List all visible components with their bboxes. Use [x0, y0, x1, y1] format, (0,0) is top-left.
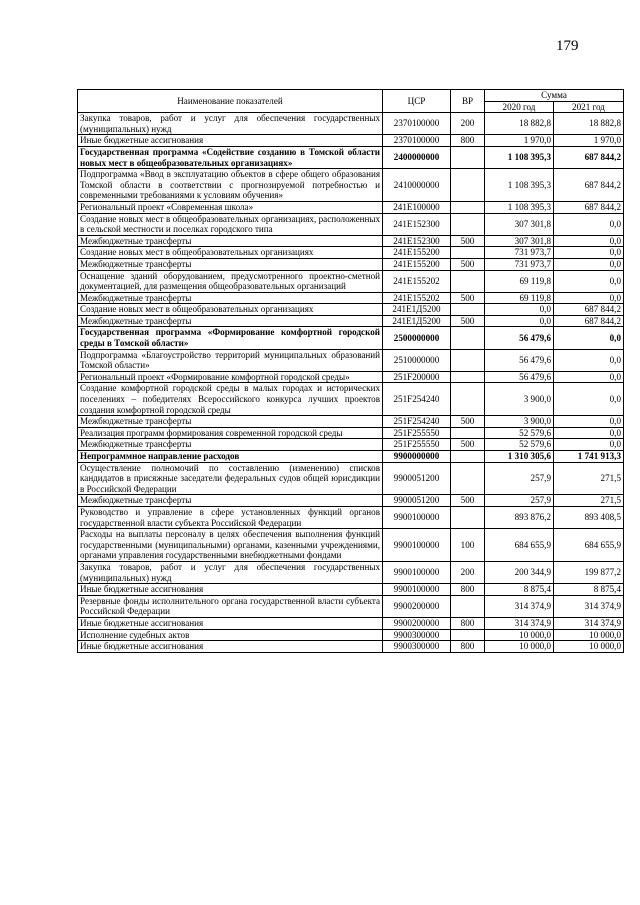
row-csr-cell: 251F254240	[383, 383, 451, 416]
row-csr-cell: 9900200000	[383, 617, 451, 629]
row-vr-cell: 500	[451, 439, 485, 451]
row-csr-cell: 9900100000	[383, 506, 451, 528]
table-row	[78, 270, 624, 292]
header-sum: Сумма	[485, 90, 624, 102]
table-row	[78, 529, 624, 562]
table-row	[78, 462, 624, 495]
row-2020-cell: 10 000,0	[485, 641, 554, 653]
row-2020-cell: 56 479,6	[485, 327, 554, 349]
row-name-cell: Межбюджетные трансферты	[78, 495, 383, 507]
row-name-cell: Создание новых мест в общеобразовательных организациях	[78, 304, 383, 316]
row-name-cell: Иные бюджетные ассигнования	[78, 584, 383, 596]
row-vr-cell: 800	[451, 617, 485, 629]
row-csr-cell: 9900000000	[383, 451, 451, 463]
row-name-cell: Закупка товаров, работ и услуг для обеспечения государственных (муниципальных) нужд	[78, 113, 383, 135]
row-vr-cell: 500	[451, 235, 485, 247]
row-2021-cell: 0,0	[554, 327, 624, 349]
row-csr-cell: 9900300000	[383, 641, 451, 653]
table-row	[78, 135, 624, 147]
row-csr-cell: 9900051200	[383, 495, 451, 507]
row-2021-cell: 1 970,0	[554, 135, 624, 147]
table-row	[78, 235, 624, 247]
row-csr-cell: 2370100000	[383, 113, 451, 135]
table-row	[78, 258, 624, 270]
row-2020-cell: 1 108 395,3	[485, 146, 554, 168]
row-vr-cell: 800	[451, 641, 485, 653]
row-csr-cell: 2400000000	[383, 146, 451, 168]
row-2020-cell: 8 875,4	[485, 584, 554, 596]
table-body	[78, 113, 624, 653]
row-name-cell: Создание новых мест в общеобразовательных организациях, расположенных в сельской местности и поселках городского типа	[78, 213, 383, 235]
row-vr-cell: 500	[451, 416, 485, 428]
row-2021-cell: 687 844,2	[554, 169, 624, 202]
row-2021-cell: 893 408,5	[554, 506, 624, 528]
row-2020-cell: 56 479,6	[485, 349, 554, 371]
row-2021-cell: 684 655,9	[554, 529, 624, 562]
row-vr-cell: 500	[451, 495, 485, 507]
table-row	[78, 349, 624, 371]
row-vr-cell	[451, 383, 485, 416]
row-name-cell: Иные бюджетные ассигнования	[78, 135, 383, 147]
row-2020-cell: 52 579,6	[485, 427, 554, 439]
row-csr-cell: 251F254240	[383, 416, 451, 428]
row-csr-cell: 9900100000	[383, 529, 451, 562]
row-vr-cell: 200	[451, 561, 485, 583]
row-vr-cell	[451, 270, 485, 292]
row-vr-cell	[451, 506, 485, 528]
row-2020-cell: 314 374,9	[485, 595, 554, 617]
row-csr-cell: 251F200000	[383, 371, 451, 383]
row-2020-cell: 69 119,8	[485, 270, 554, 292]
row-csr-cell: 9900100000	[383, 584, 451, 596]
row-vr-cell: 500	[451, 315, 485, 327]
table-row	[78, 439, 624, 451]
row-2021-cell: 0,0	[554, 270, 624, 292]
row-name-cell: Иные бюджетные ассигнования	[78, 617, 383, 629]
row-name-cell: Резервные фонды исполнительного органа государственной власти субъекта Российской Федерации	[78, 595, 383, 617]
row-name-cell: Межбюджетные трансферты	[78, 439, 383, 451]
row-csr-cell: 241E1Д5200	[383, 315, 451, 327]
row-csr-cell: 2370100000	[383, 135, 451, 147]
table-row	[78, 427, 624, 439]
row-vr-cell	[451, 371, 485, 383]
row-name-cell: Создание новых мест в общеобразовательных организациях	[78, 247, 383, 259]
row-2020-cell: 257,9	[485, 495, 554, 507]
table-row	[78, 213, 624, 235]
row-name-cell: Межбюджетные трансферты	[78, 292, 383, 304]
row-2021-cell: 0,0	[554, 371, 624, 383]
row-vr-cell	[451, 595, 485, 617]
row-name-cell: Закупка товаров, работ и услуг для обеспечения государственных (муниципальных) нужд	[78, 561, 383, 583]
row-2020-cell: 307 301,8	[485, 213, 554, 235]
row-2020-cell: 10 000,0	[485, 629, 554, 641]
row-name-cell: Региональный проект «Формирование комфортной городской среды»	[78, 371, 383, 383]
row-vr-cell	[451, 327, 485, 349]
row-2020-cell: 3 900,0	[485, 383, 554, 416]
table-row	[78, 506, 624, 528]
row-2021-cell: 0,0	[554, 213, 624, 235]
row-vr-cell: 100	[451, 529, 485, 562]
table-row	[78, 327, 624, 349]
row-name-cell: Иные бюджетные ассигнования	[78, 641, 383, 653]
table-row	[78, 169, 624, 202]
header-year-2020: 2020 год	[485, 101, 554, 113]
row-vr-cell	[451, 146, 485, 168]
row-2021-cell: 10 000,0	[554, 629, 624, 641]
row-name-cell: Межбюджетные трансферты	[78, 416, 383, 428]
header-year-2021: 2021 год	[554, 101, 624, 113]
row-2020-cell: 1 108 395,3	[485, 169, 554, 202]
row-2021-cell: 0,0	[554, 427, 624, 439]
row-csr-cell: 9900051200	[383, 462, 451, 495]
row-vr-cell	[451, 304, 485, 316]
row-2021-cell: 687 844,2	[554, 146, 624, 168]
row-2020-cell: 257,9	[485, 462, 554, 495]
row-name-cell: Расходы на выплаты персоналу в целях обеспечения выполнения функций государственными (муниципальными) органами, казенными учреждениями, органами управления государственными внебюджетными фондами	[78, 529, 383, 562]
row-name-cell: Подпрограмма «Ввод в эксплуатацию объектов в сфере общего образования Томской области в соответствии с прогнозируемой потребностью и современными требованиями к условиям обучения»	[78, 169, 383, 202]
row-2021-cell: 0,0	[554, 416, 624, 428]
row-csr-cell: 2510000000	[383, 349, 451, 371]
header-vr: ВР	[451, 90, 485, 113]
table-row	[78, 617, 624, 629]
row-2021-cell: 0,0	[554, 292, 624, 304]
row-2021-cell: 10 000,0	[554, 641, 624, 653]
row-2021-cell: 199 877,2	[554, 561, 624, 583]
table-row	[78, 247, 624, 259]
row-csr-cell: 241E152300	[383, 235, 451, 247]
row-vr-cell: 200	[451, 113, 485, 135]
table-row	[78, 383, 624, 416]
row-csr-cell: 241E152300	[383, 213, 451, 235]
row-name-cell: Осуществление полномочий по составлению (изменению) списков кандидатов в присяжные заседатели федеральных судов общей юрисдикции в Российской Федерации	[78, 462, 383, 495]
table-header	[78, 90, 624, 113]
row-name-cell: Оснащение зданий оборудованием, предусмотренного проектно-сметной документацией, для размещения общеобразовательных организаций	[78, 270, 383, 292]
row-csr-cell: 241E155202	[383, 292, 451, 304]
row-vr-cell: 800	[451, 584, 485, 596]
row-csr-cell: 241E155200	[383, 247, 451, 259]
row-name-cell: Государственная программа «Формирование комфортной городской среды в Томской области»	[78, 327, 383, 349]
budget-table	[77, 89, 624, 653]
row-name-cell: Межбюджетные трансферты	[78, 315, 383, 327]
row-name-cell: Межбюджетные трансферты	[78, 235, 383, 247]
row-csr-cell: 2410000000	[383, 169, 451, 202]
row-csr-cell: 9900200000	[383, 595, 451, 617]
row-2020-cell: 1 108 395,3	[485, 201, 554, 213]
table-row	[78, 304, 624, 316]
row-vr-cell	[451, 427, 485, 439]
row-csr-cell: 251F255550	[383, 427, 451, 439]
table-row	[78, 113, 624, 135]
row-csr-cell: 241E1Д5200	[383, 304, 451, 316]
row-2021-cell: 0,0	[554, 235, 624, 247]
row-name-cell: Реализация программ формирования современной городской среды	[78, 427, 383, 439]
row-2021-cell: 687 844,2	[554, 201, 624, 213]
row-2020-cell: 307 301,8	[485, 235, 554, 247]
row-name-cell: Региональный проект «Современная школа»	[78, 201, 383, 213]
row-2020-cell: 200 344,9	[485, 561, 554, 583]
row-vr-cell: 800	[451, 135, 485, 147]
row-2021-cell: 0,0	[554, 247, 624, 259]
row-name-cell: Подпрограмма «Благоустройство территорий муниципальных образований Томской области»	[78, 349, 383, 371]
table-row	[78, 641, 624, 653]
row-csr-cell: 2500000000	[383, 327, 451, 349]
row-2020-cell: 56 479,6	[485, 371, 554, 383]
row-2021-cell: 0,0	[554, 349, 624, 371]
row-2021-cell: 8 875,4	[554, 584, 624, 596]
row-vr-cell: 500	[451, 258, 485, 270]
row-2021-cell: 271,5	[554, 462, 624, 495]
row-2020-cell: 684 655,9	[485, 529, 554, 562]
row-2021-cell: 687 844,2	[554, 304, 624, 316]
row-vr-cell	[451, 247, 485, 259]
row-2020-cell: 1 310 305,6	[485, 451, 554, 463]
row-2021-cell: 271,5	[554, 495, 624, 507]
row-csr-cell: 9900300000	[383, 629, 451, 641]
row-2020-cell: 0,0	[485, 315, 554, 327]
row-name-cell: Создание комфортной городской среды в малых городах и исторических поселениях – победителях Всероссийского конкурса лучших проектов создания комфортной городской среды	[78, 383, 383, 416]
row-name-cell: Государственная программа «Содействие созданию в Томской области новых мест в общеобразовательных организациях»	[78, 146, 383, 168]
row-csr-cell: 241E155202	[383, 270, 451, 292]
row-vr-cell	[451, 451, 485, 463]
header-csr: ЦСР	[383, 90, 451, 113]
table-row	[78, 629, 624, 641]
table-row	[78, 201, 624, 213]
row-2020-cell: 3 900,0	[485, 416, 554, 428]
header-name: Наименование показателей	[78, 90, 383, 113]
row-2020-cell: 0,0	[485, 304, 554, 316]
row-name-cell: Руководство и управление в сфере установленных функций органов государственной власти субъекта Российской Федерации	[78, 506, 383, 528]
row-2020-cell: 18 882,8	[485, 113, 554, 135]
table-row	[78, 495, 624, 507]
row-2020-cell: 893 876,2	[485, 506, 554, 528]
row-name-cell: Непрограммное направление расходов	[78, 451, 383, 463]
table-row	[78, 146, 624, 168]
row-csr-cell: 241E100000	[383, 201, 451, 213]
row-name-cell: Межбюджетные трансферты	[78, 258, 383, 270]
table-row	[78, 292, 624, 304]
table-row	[78, 451, 624, 463]
row-2021-cell: 314 374,9	[554, 595, 624, 617]
row-vr-cell	[451, 201, 485, 213]
row-vr-cell	[451, 349, 485, 371]
row-csr-cell: 241E155200	[383, 258, 451, 270]
table-row	[78, 416, 624, 428]
table-row	[78, 315, 624, 327]
row-2021-cell: 0,0	[554, 383, 624, 416]
row-csr-cell: 9900100000	[383, 561, 451, 583]
row-vr-cell	[451, 213, 485, 235]
row-vr-cell	[451, 462, 485, 495]
page-number: 179	[556, 38, 579, 54]
row-2020-cell: 731 973,7	[485, 258, 554, 270]
row-name-cell: Исполнение судебных актов	[78, 629, 383, 641]
row-2021-cell: 1 741 913,3	[554, 451, 624, 463]
row-csr-cell: 251F255550	[383, 439, 451, 451]
row-2020-cell: 731 973,7	[485, 247, 554, 259]
table-row	[78, 595, 624, 617]
table-row	[78, 561, 624, 583]
row-vr-cell	[451, 629, 485, 641]
row-2020-cell: 69 119,8	[485, 292, 554, 304]
row-2021-cell: 0,0	[554, 258, 624, 270]
row-2020-cell: 314 374,9	[485, 617, 554, 629]
table-row	[78, 584, 624, 596]
row-2021-cell: 687 844,2	[554, 315, 624, 327]
row-2021-cell: 18 882,8	[554, 113, 624, 135]
row-2021-cell: 0,0	[554, 439, 624, 451]
table-row	[78, 371, 624, 383]
row-2020-cell: 1 970,0	[485, 135, 554, 147]
row-vr-cell	[451, 169, 485, 202]
row-vr-cell: 500	[451, 292, 485, 304]
row-2020-cell: 52 579,6	[485, 439, 554, 451]
row-2021-cell: 314 374,9	[554, 617, 624, 629]
